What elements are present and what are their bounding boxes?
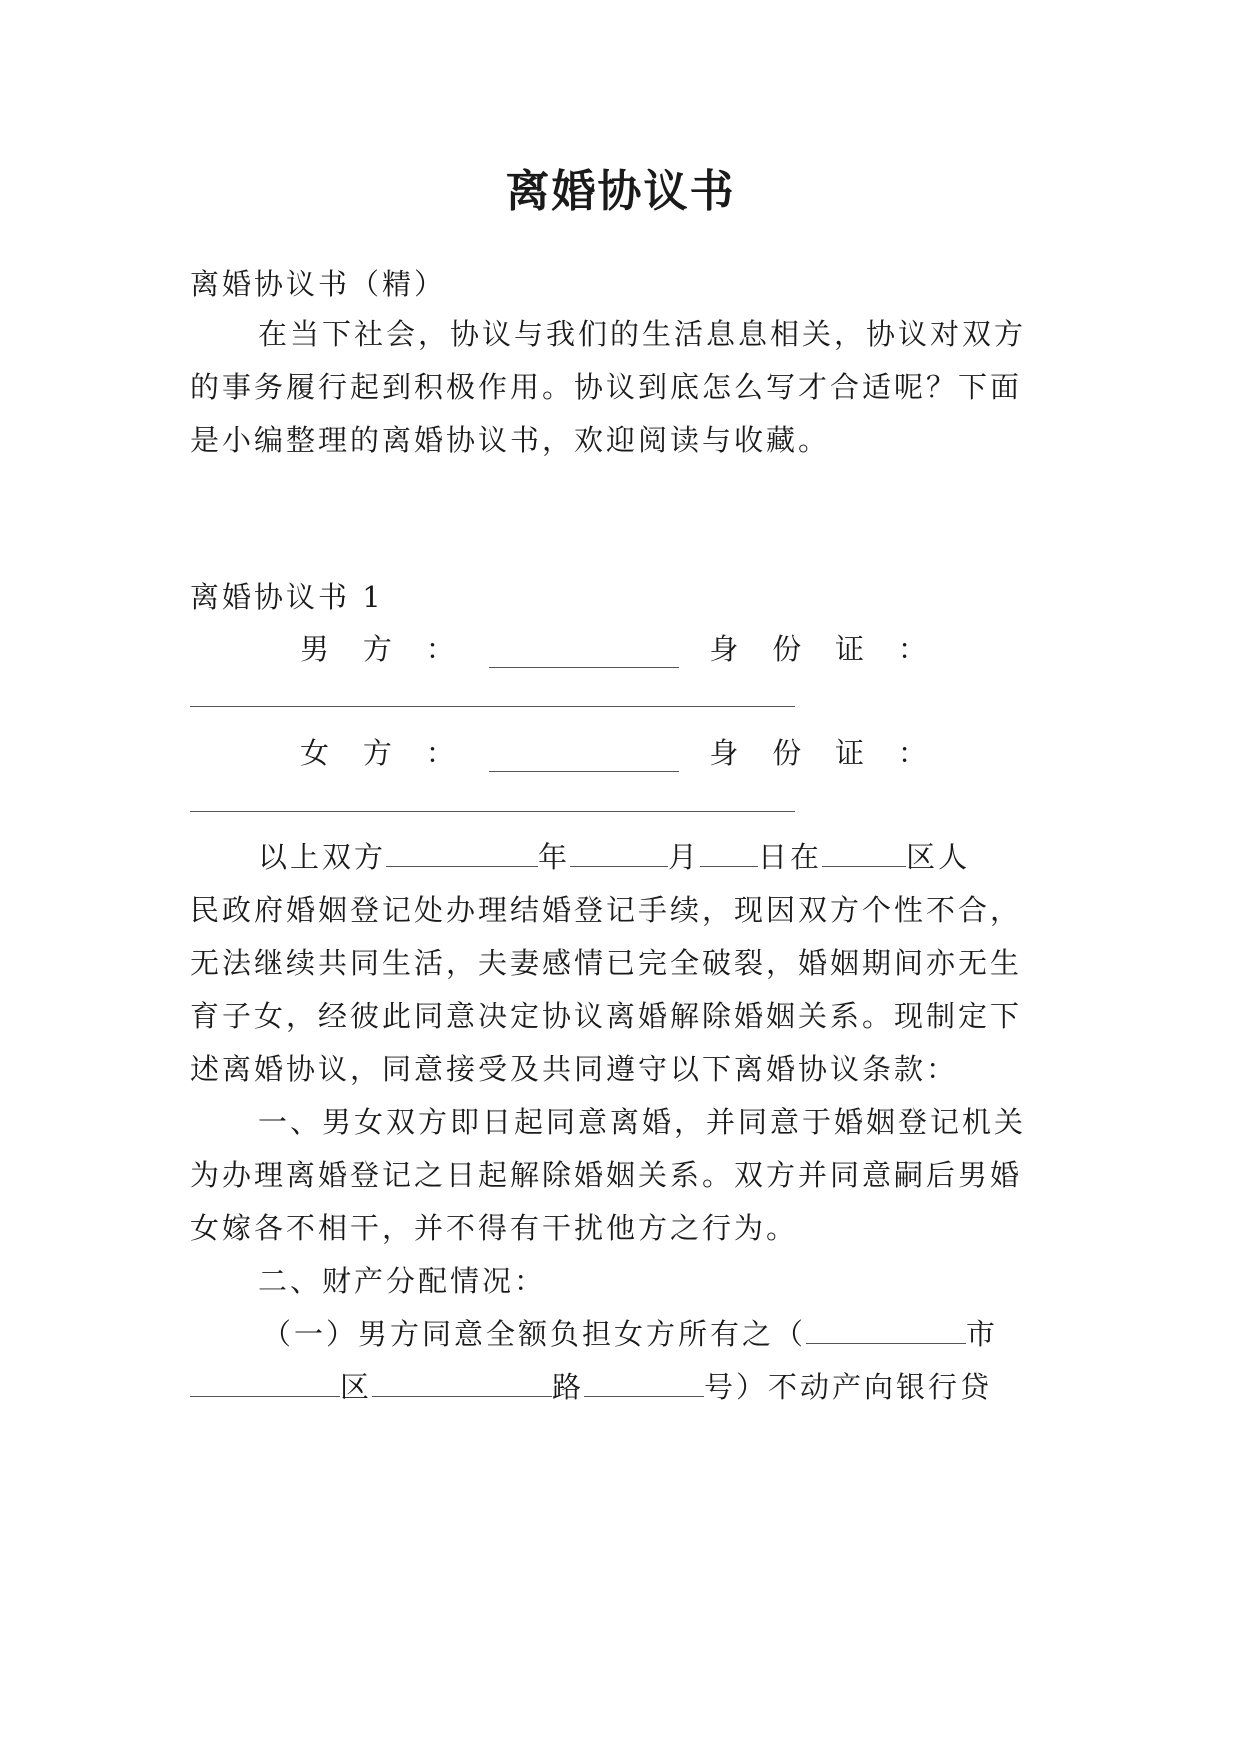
city-blank bbox=[806, 1307, 966, 1344]
female-id-char-2: 份 bbox=[772, 736, 805, 770]
number-label: 号）不动产向银行贷 bbox=[704, 1370, 993, 1404]
female-id-char-3: 证 bbox=[835, 736, 868, 770]
male-label-colon: ： bbox=[425, 632, 458, 666]
female-label-char-2: 方 bbox=[362, 736, 395, 770]
body-line-3: 育子女，经彼此同意决定协议离婚解除婚姻关系。现制定下 bbox=[190, 999, 1023, 1033]
district-label: 区人 bbox=[906, 840, 971, 874]
marriage-prefix: 以上双方 bbox=[258, 840, 387, 874]
day-label: 日在 bbox=[758, 840, 823, 874]
female-label-colon: ： bbox=[425, 736, 458, 770]
body-line-4: 述离婚协议，同意接受及共同遵守以下离婚协议条款： bbox=[190, 1052, 959, 1086]
male-id-char-3: 证 bbox=[835, 632, 868, 666]
male-id-char-1: 身 bbox=[709, 632, 742, 666]
road-label: 路 bbox=[552, 1370, 585, 1404]
year-blank bbox=[386, 830, 538, 867]
district-blank bbox=[822, 830, 906, 867]
clause2-1-prefix: （一）男方同意全额负担女方所有之（ bbox=[262, 1317, 807, 1351]
clause1-line-1: 一、男女双方即日起同意离婚，并同意于婚姻登记机关 bbox=[258, 1105, 1027, 1139]
female-name-blank bbox=[489, 735, 679, 772]
number-blank bbox=[584, 1360, 704, 1397]
clause2-1-line-2 bbox=[190, 1358, 1060, 1416]
year-label: 年 bbox=[538, 840, 571, 874]
female-id-blank bbox=[190, 811, 795, 812]
male-label-char-1: 男 bbox=[300, 632, 333, 666]
intro-line-1: 在当下社会，协议与我们的生活息息相关，协议对双方 bbox=[258, 317, 1027, 351]
marriage-line bbox=[258, 828, 1060, 886]
month-label: 月 bbox=[668, 840, 701, 874]
female-label-char-1: 女 bbox=[300, 736, 333, 770]
male-name-blank bbox=[489, 631, 679, 668]
female-id-char-1: 身 bbox=[709, 736, 742, 770]
document-title: 离婚协议书 bbox=[505, 166, 736, 217]
day-blank bbox=[700, 830, 758, 867]
month-blank bbox=[570, 830, 668, 867]
male-id-colon: ： bbox=[897, 632, 930, 666]
female-id-colon: ： bbox=[897, 736, 930, 770]
male-label-char-2: 方 bbox=[362, 632, 395, 666]
body-line-1: 民政府婚姻登记处办理结婚登记手续，现因双方个性不合， bbox=[190, 893, 1023, 927]
male-id-blank bbox=[190, 706, 795, 707]
road-blank bbox=[372, 1360, 552, 1397]
section-heading: 离婚协议书 1 bbox=[190, 580, 384, 614]
document-subtitle: 离婚协议书（精） bbox=[190, 267, 447, 301]
clause2-1-line-1 bbox=[262, 1305, 1060, 1363]
male-field-row bbox=[300, 620, 930, 678]
female-field-row bbox=[300, 724, 930, 782]
district-name-blank bbox=[190, 1360, 340, 1397]
body-line-2: 无法继续共同生活，夫妻感情已完全破裂，婚姻期间亦无生 bbox=[190, 946, 1023, 980]
intro-line-3: 是小编整理的离婚协议书，欢迎阅读与收藏。 bbox=[190, 423, 831, 457]
clause1-line-3: 女嫁各不相干，并不得有干扰他方之行为。 bbox=[190, 1211, 799, 1245]
district-suffix: 区 bbox=[340, 1370, 373, 1404]
city-label: 市 bbox=[966, 1317, 999, 1351]
clause1-line-2: 为办理离婚登记之日起解除婚姻关系。双方并同意嗣后男婚 bbox=[190, 1158, 1023, 1192]
clause2-heading: 二、财产分配情况： bbox=[258, 1264, 547, 1298]
male-id-char-2: 份 bbox=[772, 632, 805, 666]
intro-line-2: 的事务履行起到积极作用。协议到底怎么写才合适呢？下面 bbox=[190, 370, 1023, 404]
